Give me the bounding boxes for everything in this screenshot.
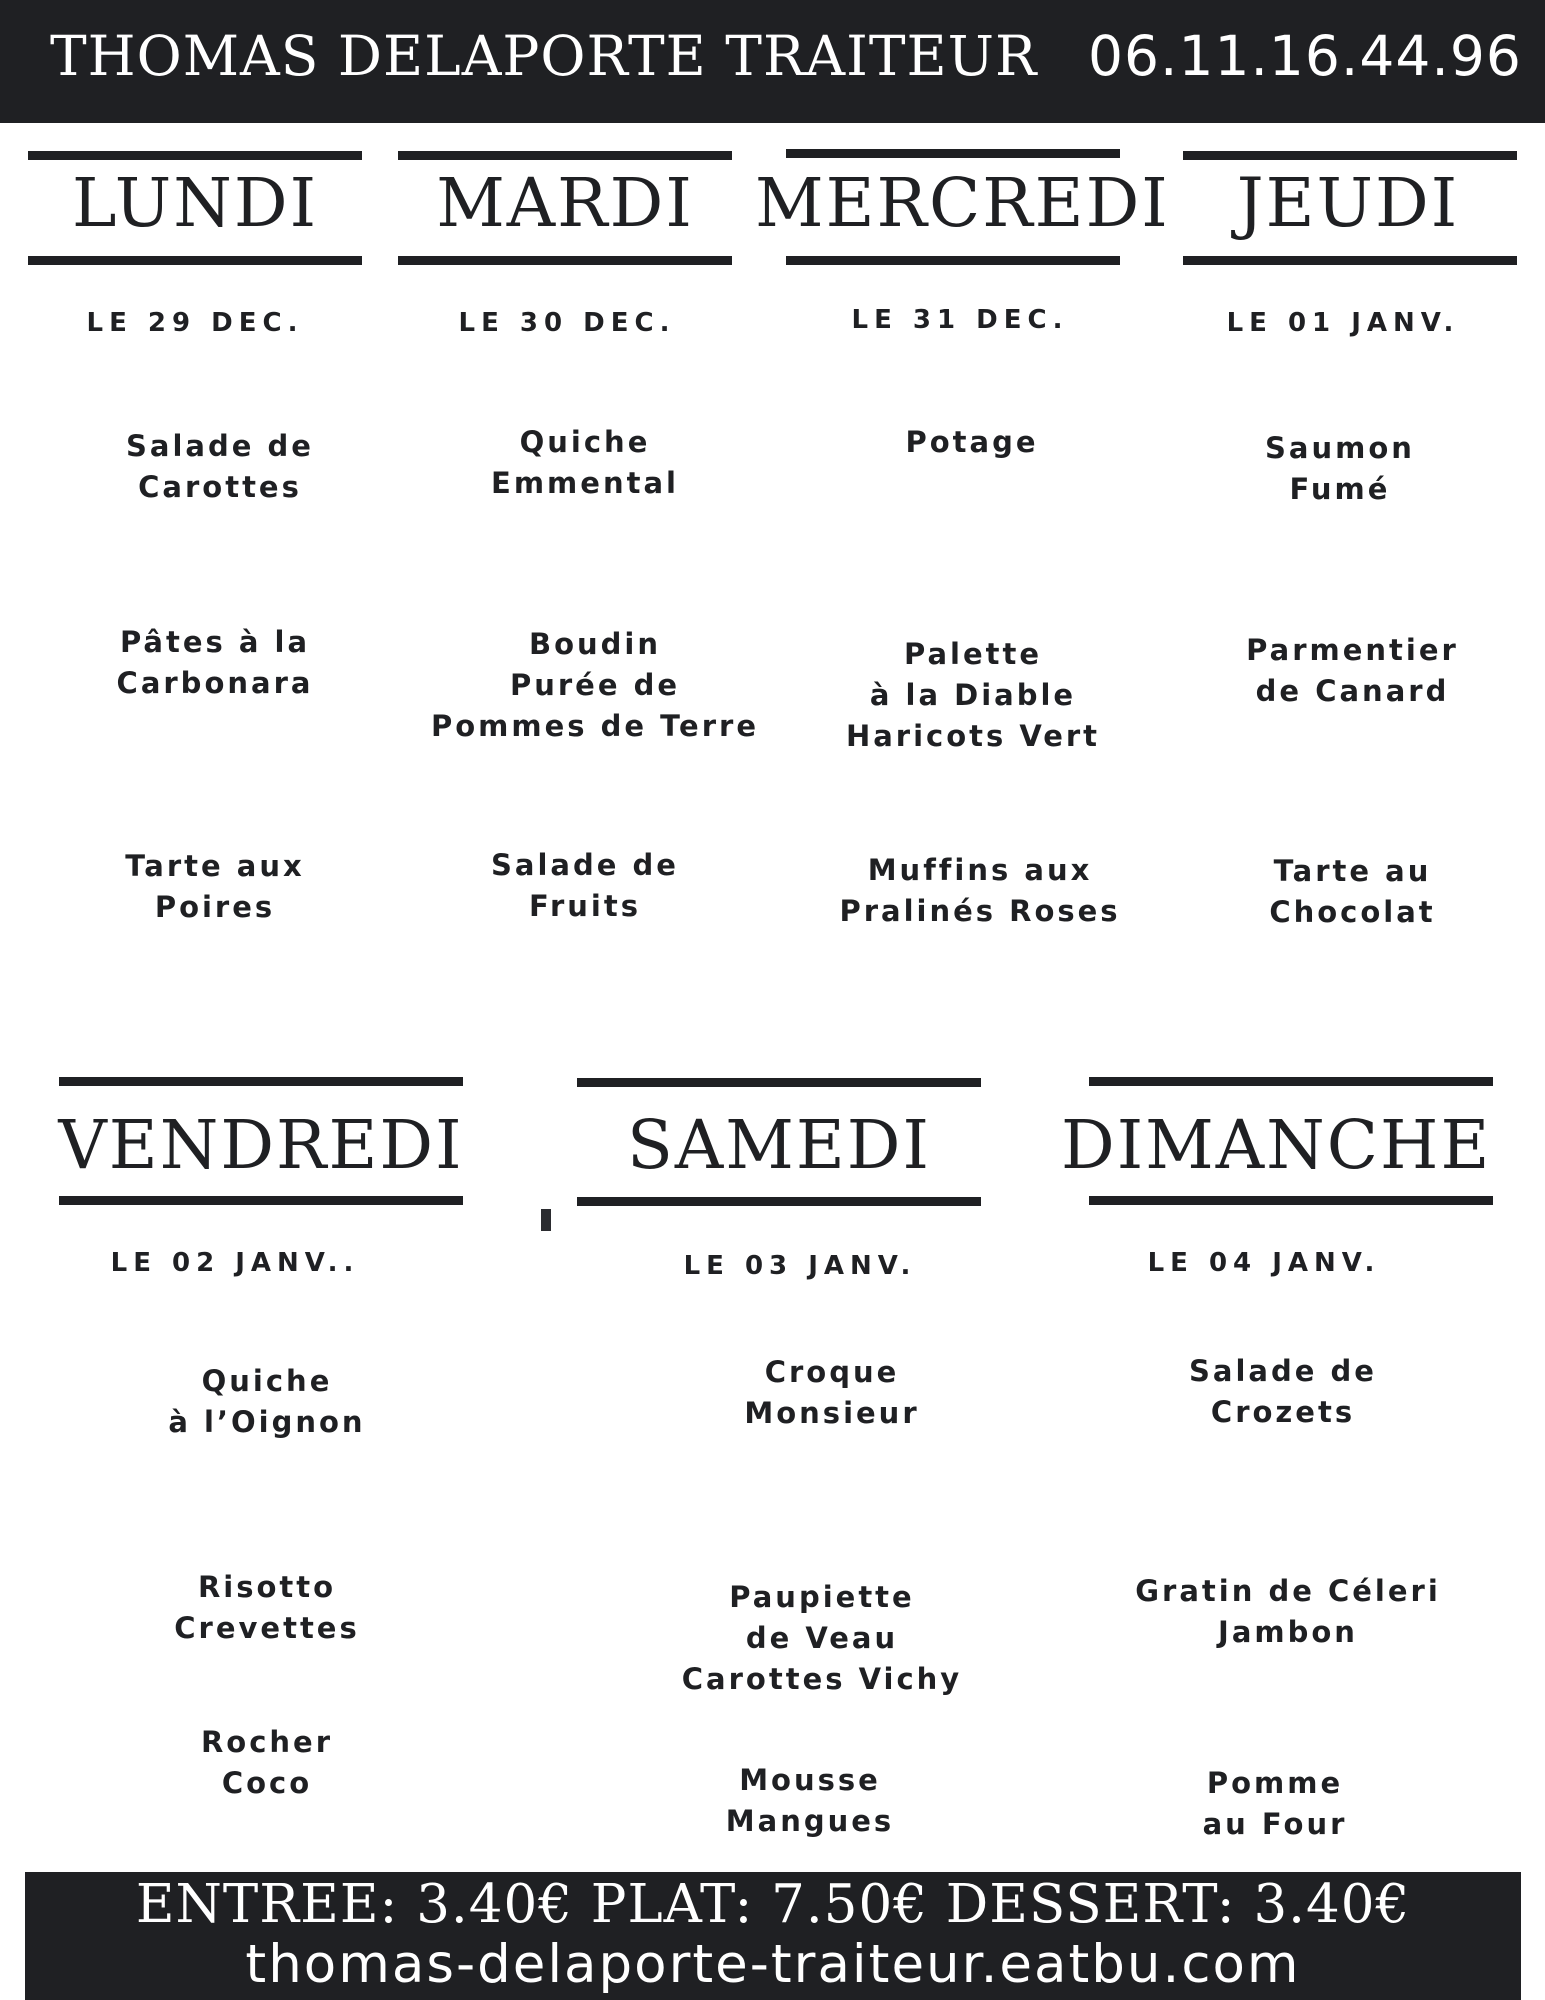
dish-plat: Pâtes à la Carbonara (116, 625, 314, 700)
dish-dessert: Muffins aux Pralinés Roses (839, 853, 1121, 928)
dish-plat: Palette à la Diable Haricots Vert (845, 637, 1101, 753)
dish-plat: Risotto Crevettes (174, 1570, 360, 1645)
dish-plat: Boudin Purée de Pommes de Terre (430, 627, 760, 743)
divider (28, 256, 362, 265)
dish-dessert: Pomme au Four (1202, 1766, 1348, 1841)
day-title: SAMEDI (627, 1106, 931, 1184)
dish-dessert: Tarte au Chocolat (1269, 854, 1436, 929)
phone-number: 06.11.16.44.96 (1088, 24, 1522, 88)
day-title: MERCREDI (755, 164, 1170, 242)
dish-plat: Parmentier de Canard (1246, 633, 1459, 708)
day-date: LE 02 JANV.. (110, 1248, 360, 1278)
dish-dessert: Mousse Mangues (725, 1763, 895, 1838)
day-date: LE 30 DEC. (458, 308, 676, 338)
dish-plat: Paupiette de Veau Carottes Vichy (681, 1580, 963, 1696)
dish-entree: Salade de Crozets (1189, 1354, 1377, 1429)
day-date: LE 01 JANV. (1226, 308, 1460, 338)
decorative-mark (541, 1209, 551, 1231)
dish-entree: Salade de Carottes (126, 429, 314, 504)
day-date: LE 03 JANV. (683, 1251, 917, 1281)
day-title: LUNDI (71, 164, 319, 242)
dish-entree: Quiche à l’Oignon (168, 1364, 366, 1439)
dish-dessert: Rocher Coco (200, 1725, 334, 1800)
divider (1089, 1077, 1493, 1086)
divider (28, 151, 362, 160)
day-date: LE 04 JANV. (1147, 1248, 1381, 1278)
dish-dessert: Tarte aux Poires (125, 849, 305, 924)
divider (786, 149, 1120, 158)
day-date: LE 29 DEC. (86, 308, 304, 338)
divider (1183, 256, 1517, 265)
divider (59, 1196, 463, 1205)
dish-entree: Croque Monsieur (744, 1355, 920, 1430)
price-list: ENTREE: 3.40€ PLAT: 7.50€ DESSERT: 3.40€ (135, 1874, 1411, 1935)
day-title: JEUDI (1236, 164, 1460, 242)
divider (398, 151, 732, 160)
divider (1183, 151, 1517, 160)
day-title: VENDREDI (58, 1106, 464, 1184)
brand-name: THOMAS DELAPORTE TRAITEUR (50, 24, 1038, 88)
divider (59, 1077, 463, 1086)
day-title: MARDI (436, 164, 694, 242)
dish-entree: Potage (905, 425, 1039, 459)
dish-plat: Gratin de Céleri Jambon (1135, 1574, 1441, 1649)
dish-dessert: Salade de Fruits (491, 848, 679, 923)
divider (1089, 1196, 1493, 1205)
divider (786, 256, 1120, 265)
divider (577, 1078, 981, 1087)
divider (577, 1197, 981, 1206)
dish-entree: Quiche Emmental (491, 425, 679, 500)
website-link[interactable]: thomas-delaporte-traiteur.eatbu.com (245, 1934, 1301, 1995)
day-title: DIMANCHE (1061, 1106, 1492, 1184)
header-bar (0, 0, 1545, 123)
divider (398, 256, 732, 265)
dish-entree: Saumon Fumé (1265, 431, 1415, 506)
day-date: LE 31 DEC. (851, 305, 1069, 335)
footer-bar (25, 1872, 1521, 2000)
